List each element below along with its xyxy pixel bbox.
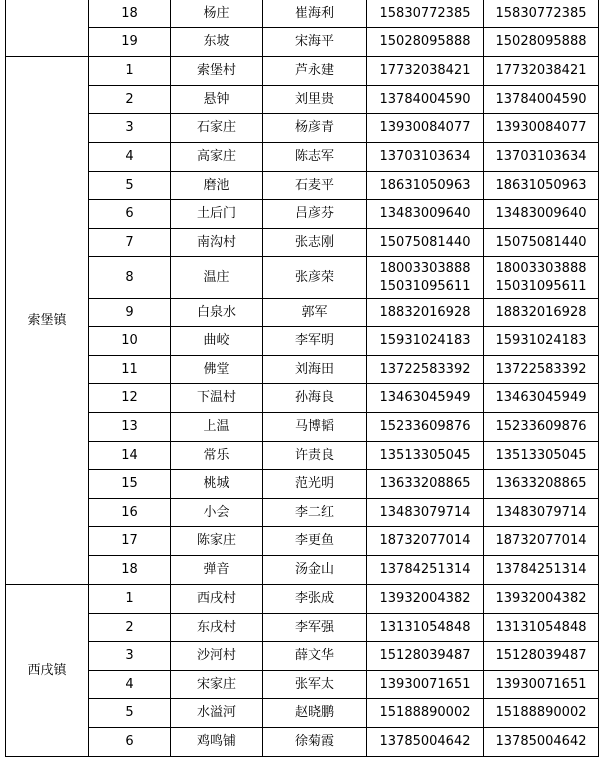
phone-number: 13703103634 [379,149,471,164]
village-cell: 悬钟 [171,86,263,114]
contact-name-cell: 吕彦芬 [263,200,367,229]
phone-number: 15188890002 [495,705,587,720]
phone-cell [367,585,484,614]
table-row [6,614,599,642]
phone-cell [367,527,484,556]
contact-name-cell: 马博韬 [263,413,367,442]
phone-number: 13785004642 [379,734,471,749]
phone-number: 13483009640 [495,206,587,221]
phone-alt-cell [484,642,599,671]
row-number-cell: 12 [89,384,171,413]
phone-number: 13785004642 [495,734,587,749]
village-cell: 曲峧 [171,327,263,356]
contact-name-cell: 陈志军 [263,143,367,172]
table-row [6,257,599,299]
contact-name-cell: 张志刚 [263,229,367,257]
village-cell: 陈家庄 [171,527,263,556]
phone-number: 13784004590 [379,91,471,107]
row-number-cell: 18 [89,556,171,585]
contact-name-cell: 李更鱼 [263,527,367,556]
phone-cell [367,299,484,327]
phone-alt-cell [484,699,599,728]
phone-cell [367,728,484,757]
phone-alt-cell [484,527,599,556]
row-number-cell: 3 [89,642,171,671]
phone-number: 18003303888 [495,260,587,276]
row-number-cell: 5 [89,699,171,728]
phone-number: 13633208865 [495,476,587,491]
phone-cell [367,413,484,442]
phone-number: 15075081440 [495,234,587,250]
table-row [6,0,599,28]
town-cell: 西戌镇 [6,585,89,757]
phone-number: 15028095888 [379,34,471,49]
table-row [6,229,599,257]
phone-number: 18631050963 [495,177,587,193]
phone-alt-cell [484,28,599,57]
phone-number: 18832016928 [379,304,471,320]
phone-alt-cell [484,499,599,527]
phone-number: 13930084077 [495,120,587,135]
phone-cell [367,86,484,114]
table-row [6,442,599,470]
phone-number: 18732077014 [379,533,471,548]
phone-number: 13513305045 [379,447,471,463]
phone-cell [367,442,484,470]
contact-name-cell: 石麦平 [263,172,367,200]
table-row [6,114,599,143]
phone-number: 15233609876 [495,419,587,434]
phone-alt-cell [484,442,599,470]
contact-name-cell: 李军明 [263,327,367,356]
row-number-cell: 16 [89,499,171,527]
phone-cell [367,28,484,57]
phone-alt-cell [484,57,599,86]
phone-cell [367,200,484,229]
contact-name-cell: 许责良 [263,442,367,470]
phone-alt-cell [484,299,599,327]
phone-number: 18732077014 [495,533,587,548]
phone-number: 15830772385 [379,5,471,21]
phone-cell [367,642,484,671]
contact-name-cell: 芦永建 [263,57,367,86]
phone-cell [367,699,484,728]
contact-name-cell: 薛文华 [263,642,367,671]
contact-name-cell: 孙海良 [263,384,367,413]
village-cell: 石家庄 [171,114,263,143]
village-cell: 东戌村 [171,614,263,642]
row-number-cell: 10 [89,327,171,356]
table-row [6,728,599,757]
village-cell: 佛堂 [171,356,263,384]
contact-name-cell: 赵晓鹏 [263,699,367,728]
row-number-cell: 6 [89,200,171,229]
contact-table [5,0,599,757]
phone-number: 13703103634 [495,149,587,164]
village-cell: 南沟村 [171,229,263,257]
table-row [6,470,599,499]
phone-number: 15128039487 [379,648,471,663]
table-row [6,413,599,442]
village-cell: 沙河村 [171,642,263,671]
phone-number: 13930071651 [379,676,471,692]
phone-number: 13722583392 [379,361,471,377]
village-cell: 下温村 [171,384,263,413]
village-cell: 温庄 [171,257,263,299]
phone-number: 13513305045 [495,447,587,463]
contact-name-cell: 张军太 [263,671,367,699]
phone-cell [367,614,484,642]
row-number-cell: 2 [89,614,171,642]
village-cell: 常乐 [171,442,263,470]
contact-name-cell: 刘里贵 [263,86,367,114]
table-row [6,57,599,86]
phone-cell [367,257,484,299]
row-number-cell: 4 [89,143,171,172]
phone-number: 15031095611 [379,278,471,294]
contact-name-cell: 汤金山 [263,556,367,585]
row-number-cell: 3 [89,114,171,143]
town-cell [6,0,89,57]
phone-number: 15233609876 [379,419,471,434]
table-row [6,143,599,172]
row-number-cell: 11 [89,356,171,384]
phone-alt-cell [484,356,599,384]
village-cell: 土后门 [171,200,263,229]
row-number-cell: 13 [89,413,171,442]
row-number-cell: 17 [89,527,171,556]
village-cell: 宋家庄 [171,671,263,699]
contact-name-cell: 李军强 [263,614,367,642]
phone-number: 13633208865 [379,476,471,491]
phone-number: 18832016928 [495,304,587,320]
phone-number: 15931024183 [379,333,471,348]
contact-name-cell: 刘海田 [263,356,367,384]
phone-number: 13722583392 [495,361,587,377]
phone-cell [367,470,484,499]
phone-number: 15031095611 [495,278,587,294]
table-row [6,699,599,728]
row-number-cell: 1 [89,585,171,614]
phone-alt-cell [484,614,599,642]
phone-number: 13784251314 [379,562,471,577]
row-number-cell: 4 [89,671,171,699]
phone-number: 15128039487 [495,648,587,663]
phone-number: 15075081440 [379,234,471,250]
contact-name-cell: 张彦荣 [263,257,367,299]
phone-number: 15931024183 [495,333,587,348]
phone-number: 13463045949 [379,390,471,405]
phone-alt-cell [484,172,599,200]
phone-number: 17732038421 [495,63,587,78]
table-row [6,299,599,327]
row-number-cell: 19 [89,28,171,57]
phone-cell [367,384,484,413]
village-cell: 杨庄 [171,0,263,28]
contact-name-cell: 崔海利 [263,0,367,28]
town-cell: 索堡镇 [6,57,89,585]
phone-cell [367,143,484,172]
phone-alt-cell [484,86,599,114]
phone-number: 13463045949 [495,390,587,405]
contact-name-cell: 徐菊霞 [263,728,367,757]
phone-number: 13930071651 [495,676,587,692]
phone-number: 18003303888 [379,260,471,276]
row-number-cell: 5 [89,172,171,200]
phone-alt-cell [484,556,599,585]
village-cell: 弹音 [171,556,263,585]
table-row [6,327,599,356]
table-row [6,585,599,614]
table-row [6,384,599,413]
phone-alt-cell [484,143,599,172]
phone-number: 18631050963 [379,177,471,193]
table-row [6,642,599,671]
row-number-cell: 9 [89,299,171,327]
phone-number: 13131054848 [495,619,587,635]
village-cell: 东坡 [171,28,263,57]
phone-number: 15188890002 [379,705,471,720]
phone-number: 13784004590 [495,91,587,107]
phone-cell [367,114,484,143]
phone-alt-cell [484,671,599,699]
row-number-cell: 8 [89,257,171,299]
phone-number: 13483009640 [379,206,471,221]
village-cell: 桃城 [171,470,263,499]
phone-cell [367,327,484,356]
table-row [6,356,599,384]
phone-alt-cell [484,200,599,229]
village-cell: 高家庄 [171,143,263,172]
table-row [6,556,599,585]
phone-number: 13932004382 [495,591,587,606]
row-number-cell: 14 [89,442,171,470]
phone-cell [367,499,484,527]
contact-name-cell: 郭军 [263,299,367,327]
phone-cell [367,57,484,86]
village-cell: 索堡村 [171,57,263,86]
phone-number: 15028095888 [495,34,587,49]
phone-alt-cell [484,470,599,499]
phone-alt-cell [484,728,599,757]
contact-name-cell: 李张成 [263,585,367,614]
phone-alt-cell [484,585,599,614]
village-cell: 小会 [171,499,263,527]
row-number-cell: 7 [89,229,171,257]
village-cell: 磨池 [171,172,263,200]
row-number-cell: 2 [89,86,171,114]
village-cell: 鸡鸣铺 [171,728,263,757]
table-row [6,527,599,556]
phone-number: 15830772385 [495,5,587,21]
phone-number: 13784251314 [495,562,587,577]
phone-alt-cell [484,327,599,356]
phone-number: 13131054848 [379,619,471,635]
phone-cell [367,671,484,699]
table-row [6,671,599,699]
row-number-cell: 15 [89,470,171,499]
phone-cell [367,229,484,257]
phone-number: 13483079714 [379,504,471,520]
village-cell: 水溢河 [171,699,263,728]
phone-number: 13483079714 [495,504,587,520]
phone-alt-cell [484,114,599,143]
phone-number: 17732038421 [379,63,471,78]
phone-alt-cell [484,229,599,257]
village-cell: 西戌村 [171,585,263,614]
table-row [6,86,599,114]
table-row [6,172,599,200]
contact-name-cell: 李二红 [263,499,367,527]
phone-alt-cell [484,413,599,442]
village-cell: 上温 [171,413,263,442]
phone-cell [367,0,484,28]
row-number-cell: 6 [89,728,171,757]
table-body [6,0,599,757]
phone-cell [367,172,484,200]
table-row [6,28,599,57]
phone-number: 13932004382 [379,591,471,606]
village-cell: 白泉水 [171,299,263,327]
contact-name-cell: 杨彦青 [263,114,367,143]
row-number-cell: 18 [89,0,171,28]
table-row [6,499,599,527]
phone-alt-cell [484,0,599,28]
contact-name-cell: 范光明 [263,470,367,499]
phone-cell [367,356,484,384]
contact-name-cell: 宋海平 [263,28,367,57]
phone-number: 13930084077 [379,120,471,135]
phone-cell [367,556,484,585]
phone-alt-cell [484,257,599,299]
table-row [6,200,599,229]
phone-alt-cell [484,384,599,413]
row-number-cell: 1 [89,57,171,86]
